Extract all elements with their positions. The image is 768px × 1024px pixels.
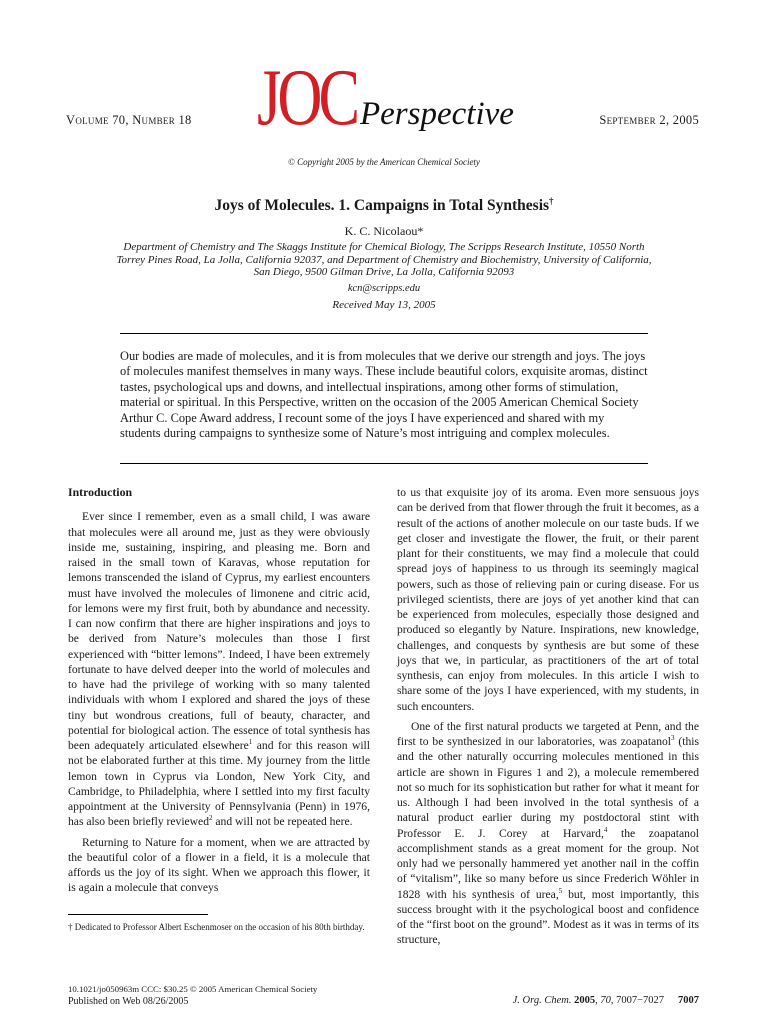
paragraph-2: Returning to Nature for a moment, when we are attracted by the beautiful color of a flower in a field, it is a molecule that affords us the joy of its sight. When we approach this flower, it is again a molecule that conveys <box>68 835 370 895</box>
received-date: Received May 13, 2005 <box>332 299 436 311</box>
reference-1[interactable]: 1 <box>248 738 253 747</box>
issue-date: September 2, 2005 <box>599 113 699 127</box>
paragraph-3-text-d: but, most importantly, this success brought with it the psychological boost and confidence of the “first boot on the ground”. Modest as it was in terms of its structure, <box>397 887 699 947</box>
right-column <box>397 485 699 948</box>
footnote-rule <box>68 914 208 915</box>
reference-4[interactable]: 4 <box>603 825 608 834</box>
abstract-top-rule <box>120 333 648 334</box>
abstract: Our bodies are made of molecules, and it is from molecules that we derive our strength and joys. The joys of molecules manifest themselves in many ways. These include beautiful colors, exquisite aromas, distinct tastes, psychological ups and downs, and intellectual inspirations, among other forms of stimulation, material or spiritual. In this Perspective, written on the occasion of the 2005 American Chemical Society Arthur C. Cope Award address, I recount some of the joys I have experienced and shared with my students during campaigns to synthesize some of Nature’s most intriguing and complex molecules. <box>120 349 648 441</box>
reference-5[interactable]: 5 <box>558 886 563 895</box>
abstract-bottom-rule <box>120 463 648 464</box>
logo-joc-text: JOC <box>257 54 357 142</box>
paragraph-3-text-b: (this and the other naturally occurring molecules mentioned in this article are shown in Figures 1 and 2), a molecule remembered not so much for its sophistication but rather for what it meant for us. Although I had been involved in the total synthesis of a natural product earlier during my postdoctoral stint with Professor E. J. Corey at Harvard, <box>397 735 699 840</box>
paragraph-3 <box>397 719 699 948</box>
footnote-dedication: † Dedicated to Professor Albert Eschenmoser on the occasion of his 80th birthday. <box>68 922 365 932</box>
author-name: K. C. Nicolaou* <box>344 224 424 238</box>
paragraph-1-text-c: and will not be repeated here. <box>212 815 353 829</box>
doi-line: 10.1021/jo050963m CCC: $30.25 © 2005 American Chemical Society <box>68 984 318 994</box>
left-column <box>68 485 370 896</box>
section-heading-introduction: Introduction <box>68 485 133 499</box>
paragraph-1-text-a: Ever since I remember, even as a small child, I was aware that molecules were all around me, just as they were obviously inside me, sustaining, inspiring, and pleasing me. Born and raised in the small town of Karavas, whose reputation for lemons transcended the island of Cyprus, my earliest encounters must have involved the molecules of limonene and citric acid, for lemons were my first fruit, both by abundance and necessity. I can now confirm that there are higher inspirations and joys to be derived from Nature’s molecules than those I first experienced with “bitter lemons”. Indeed, I have been extremely fortunate to have delved deeper into the world of molecules and to have had the privilege of working with so many talented individuals with whom I explored and shared the joys of these tiny but wondrous creations, full of beauty, character, and potential for biological action. The essence of total synthesis has been adequately articulated elsewhere <box>68 510 370 752</box>
copyright-line: © Copyright 2005 by the American Chemical Society <box>288 157 480 167</box>
affiliation: Department of Chemistry and The Skaggs Institute for Chemical Biology, The Scripps Research Institute, 10550 North Torrey Pines Road, La Jolla, California 92037, and Department of Chemistry and Biochemistry, University of California, San Diego, 9500 Gilman Drive, La Jolla, California 92093 <box>116 241 652 279</box>
journal-citation: J. Org. Chem. 2005, 70, 7007−7027 7007 <box>512 995 699 1006</box>
page-number: 7007 <box>678 995 699 1006</box>
title-dagger: † <box>549 196 554 206</box>
paragraph-3-text-a: One of the first natural products we targeted at Penn, and the first to be synthesized in our laboratories, was zoapatanol <box>397 719 699 748</box>
paragraph-2-continued: to us that exquisite joy of its aroma. Even more sensuous joys can be derived from that flower through the fruit it becomes, as a result of the actions of another molecule on our taste buds. If we get closer and investigate the flower, the fruit, or their parent plant for their constituents, we may find a molecule that could spread joys of happiness to us through its seemingly magical powers, such as those of relieving pain or curing disease. For us privileged scientists, there are joys of yet another kind that can be experienced from molecules, especially those designed and produced so elegantly by Nature. Inspirations, new knowledge, challenges, and conquests by synthesis are but some of these joys that we, in particular, as practitioners of the art of total synthesis, can enjoy from molecules. In this article I wish to share some of the joys I have experienced, with my students, in such encounters. <box>397 486 699 713</box>
citation-pages: 7007−7027 <box>616 995 664 1006</box>
citation-year: 2005 <box>574 995 596 1006</box>
reference-3[interactable]: 3 <box>671 734 675 743</box>
author-email[interactable]: kcn@scripps.edu <box>347 283 421 294</box>
volume-number: Volume 70, Number 18 <box>66 113 192 127</box>
citation-journal: J. Org. Chem. <box>512 995 572 1006</box>
paragraph-1 <box>68 509 370 829</box>
article-title <box>0 196 768 215</box>
reference-2[interactable]: 2 <box>209 814 213 823</box>
citation-volume: 70 <box>600 995 611 1006</box>
paragraph-3-text-c: the zoapatanol accomplishment stands as a great moment for the group. Not only had we personally hammered yet another nail in the coffin of “vitalism”, like so many before us since Frederich Wöhler in 1828 with his synthesis of urea, <box>397 826 699 901</box>
logo-perspective-text: Perspective <box>360 96 514 132</box>
paragraph-1-text-b: and for this reason will not be elaborated further at this time. My journey from the little lemon town in Cyprus via London, New York City, and Cambridge, to Philadelphia, where I settled into my first faculty appointment at the University of Pennsylvania (Penn) in 1976, has also been briefly reviewed <box>68 739 370 829</box>
published-date: Published on Web 08/26/2005 <box>68 996 189 1007</box>
title-text: Joys of Molecules. 1. Campaigns in Total Synthesis <box>214 197 550 215</box>
